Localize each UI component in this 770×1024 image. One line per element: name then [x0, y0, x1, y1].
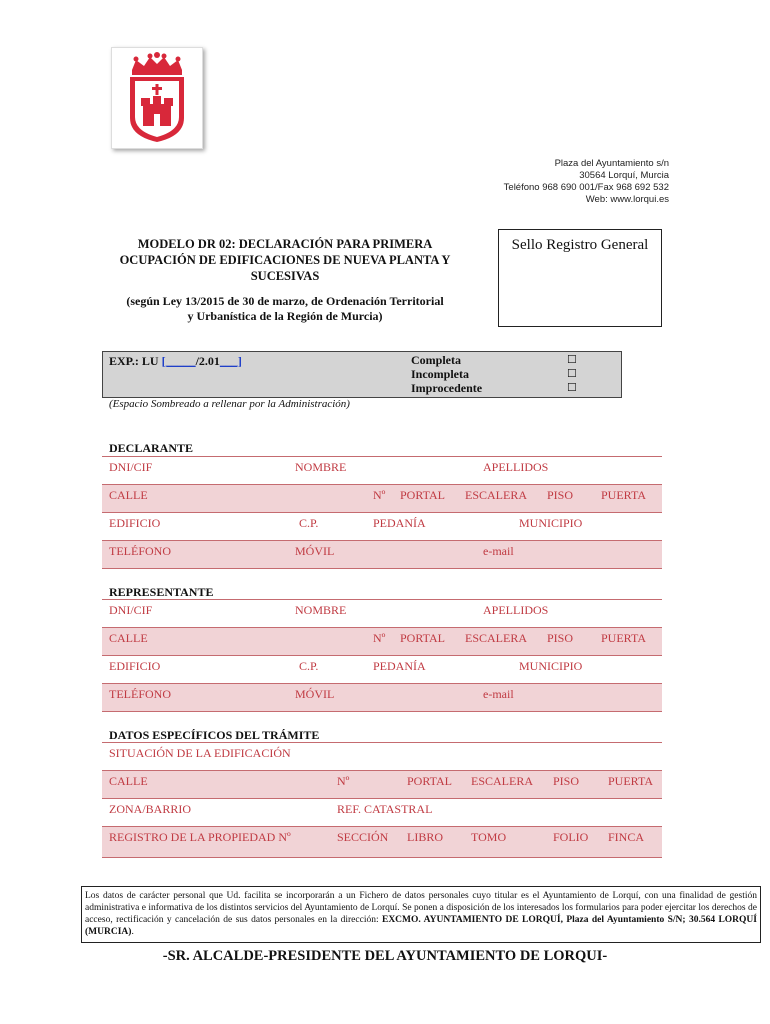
address-line-4: Web: www.lorqui.es: [585, 194, 669, 205]
tramite-row-zona[interactable]: [102, 799, 662, 827]
field-puerta: PUERTA: [601, 631, 646, 645]
field-movil: MÓVIL: [295, 544, 335, 558]
field-portal: PORTAL: [407, 774, 452, 788]
tramite-heading: DATOS ESPECÍFICOS DEL TRÁMITE: [109, 728, 320, 742]
subtitle-line-2: y Urbanística de la Región de Murcia): [187, 309, 383, 323]
expedient-year: /2.01: [195, 354, 220, 368]
declarante-heading: DECLARANTE: [109, 441, 194, 455]
field-seccion: SECCIÓN: [337, 830, 389, 844]
field-nombre: NOMBRE: [295, 603, 347, 617]
data-protection-notice: [81, 886, 761, 943]
field-piso: PISO: [553, 774, 580, 788]
field-situacion: SITUACIÓN DE LA EDIFICACIÓN: [109, 746, 291, 760]
field-calle: CALLE: [109, 488, 148, 502]
admin-expedient-box: [102, 351, 622, 398]
field-puerta: PUERTA: [608, 774, 653, 788]
legal-end: .: [131, 927, 134, 937]
representante-row-contact[interactable]: [102, 684, 662, 712]
field-telefono: TELÉFONO: [109, 544, 171, 558]
legal-text: Los datos de carácter personal que Ud. facilita se incorporarán a un Fichero de datos personales cuyo titular es el Ayuntamiento de Lorquí, con una finalidad de gestión administrativa e informativa de los distintos servicios del Ayuntamiento de Lorquí. Se ponen a disposición de los interesados los formularios para poder ejercitar los derechos de acceso, rectificación y cancelación de sus datos personales en la dirección:: [85, 891, 757, 925]
status-incompleta-label: Incompleta: [411, 367, 469, 381]
field-edificio: EDIFICIO: [109, 516, 161, 530]
expedient-blank-1[interactable]: [_____: [161, 354, 196, 368]
representante-heading: REPRESENTANTE: [109, 585, 214, 599]
expedient-prefix: EXP.: LU: [109, 354, 159, 368]
admin-shaded-note: (Espacio Sombreado a rellenar por la Administración): [109, 398, 350, 410]
declarante-row-contact[interactable]: [102, 541, 662, 569]
field-portal: PORTAL: [400, 631, 445, 645]
lorqui-coat-of-arms-logo: [111, 47, 203, 149]
field-puerta: PUERTA: [601, 488, 646, 502]
field-numero: Nº: [337, 774, 350, 788]
field-numero: Nº: [373, 488, 386, 502]
field-escalera: ESCALERA: [471, 774, 534, 788]
subtitle-line-1: (según Ley 13/2015 de 30 de marzo, de Ordenación Territorial: [126, 294, 444, 308]
title-line-3: SUCESIVAS: [250, 269, 320, 283]
tramite-row-registro[interactable]: [102, 827, 662, 858]
registry-stamp-label: Sello Registro General: [511, 237, 649, 253]
field-calle: CALLE: [109, 774, 148, 788]
status-completa-label: Completa: [411, 353, 461, 367]
expedient-number[interactable]: [109, 354, 242, 369]
status-improcedente-label: Improcedente: [411, 381, 483, 395]
expedient-status-checkboxes: [567, 353, 577, 395]
declarante-row-location[interactable]: [102, 513, 662, 541]
field-pedania: PEDANÍA: [373, 659, 426, 673]
field-apellidos: APELLIDOS: [483, 460, 549, 474]
legal-address: EXCMO. AYUNTAMIENTO DE LORQUÍ, Plaza del Ayuntamiento S/N; 30.564 LORQUÍ (MURCIA): [85, 915, 757, 937]
coat-of-arms-icon: [112, 48, 202, 148]
registry-stamp-box: [498, 229, 662, 327]
field-escalera: ESCALERA: [465, 631, 528, 645]
field-email: e-mail: [483, 687, 514, 701]
addressee-line: -SR. ALCALDE-PRESIDENTE DEL AYUNTAMIENTO DE LORQUI-: [162, 948, 608, 964]
field-portal: PORTAL: [400, 488, 445, 502]
field-numero: Nº: [373, 631, 386, 645]
field-edificio: EDIFICIO: [109, 659, 161, 673]
council-address: [504, 158, 669, 206]
representante-row-location[interactable]: [102, 656, 662, 684]
checkbox-improcedente[interactable]: ☐: [567, 382, 577, 394]
field-email: e-mail: [483, 544, 514, 558]
expedient-blank-2[interactable]: ___]: [219, 354, 242, 368]
field-dni: DNI/CIF: [109, 460, 153, 474]
declarante-row-identity[interactable]: [102, 457, 662, 485]
address-line-2: 30564 Lorquí, Murcia: [579, 170, 669, 181]
field-tomo: TOMO: [471, 830, 507, 844]
checkbox-incompleta[interactable]: ☐: [567, 368, 577, 380]
field-libro: LIBRO: [407, 830, 443, 844]
field-dni: DNI/CIF: [109, 603, 153, 617]
field-escalera: ESCALERA: [465, 488, 528, 502]
field-movil: MÓVIL: [295, 687, 335, 701]
field-registro-propiedad: REGISTRO DE LA PROPIEDAD Nº: [109, 830, 291, 844]
field-apellidos: APELLIDOS: [483, 603, 549, 617]
declarante-row-address[interactable]: [102, 485, 662, 513]
field-cp: C.P.: [299, 659, 319, 673]
field-ref-catastral: REF. CATASTRAL: [337, 802, 433, 816]
field-folio: FOLIO: [553, 830, 589, 844]
title-line-1: MODELO DR 02: DECLARACIÓN PARA PRIMERA: [137, 237, 433, 251]
tramite-row-address[interactable]: [102, 771, 662, 799]
address-line-1: Plaza del Ayuntamiento s/n: [554, 158, 669, 169]
field-pedania: PEDANÍA: [373, 516, 426, 530]
field-municipio: MUNICIPIO: [519, 659, 583, 673]
field-finca: FINCA: [608, 830, 645, 844]
representante-row-identity[interactable]: [102, 600, 662, 628]
representante-row-address[interactable]: [102, 628, 662, 656]
expedient-status-options: [411, 353, 482, 395]
field-nombre: NOMBRE: [295, 460, 347, 474]
tramite-row-situacion[interactable]: [102, 743, 662, 771]
title-line-2: OCUPACIÓN DE EDIFICACIONES DE NUEVA PLANTA Y: [119, 253, 451, 267]
field-municipio: MUNICIPIO: [519, 516, 583, 530]
field-cp: C.P.: [299, 516, 319, 530]
field-piso: PISO: [547, 631, 574, 645]
field-zona-barrio: ZONA/BARRIO: [109, 802, 192, 816]
field-piso: PISO: [547, 488, 574, 502]
checkbox-completa[interactable]: ☐: [567, 354, 577, 366]
field-calle: CALLE: [109, 631, 148, 645]
field-telefono: TELÉFONO: [109, 687, 171, 701]
address-line-3: Teléfono 968 690 001/Fax 968 692 532: [503, 182, 669, 193]
document-title: [100, 236, 470, 284]
document-subtitle: [100, 294, 470, 324]
